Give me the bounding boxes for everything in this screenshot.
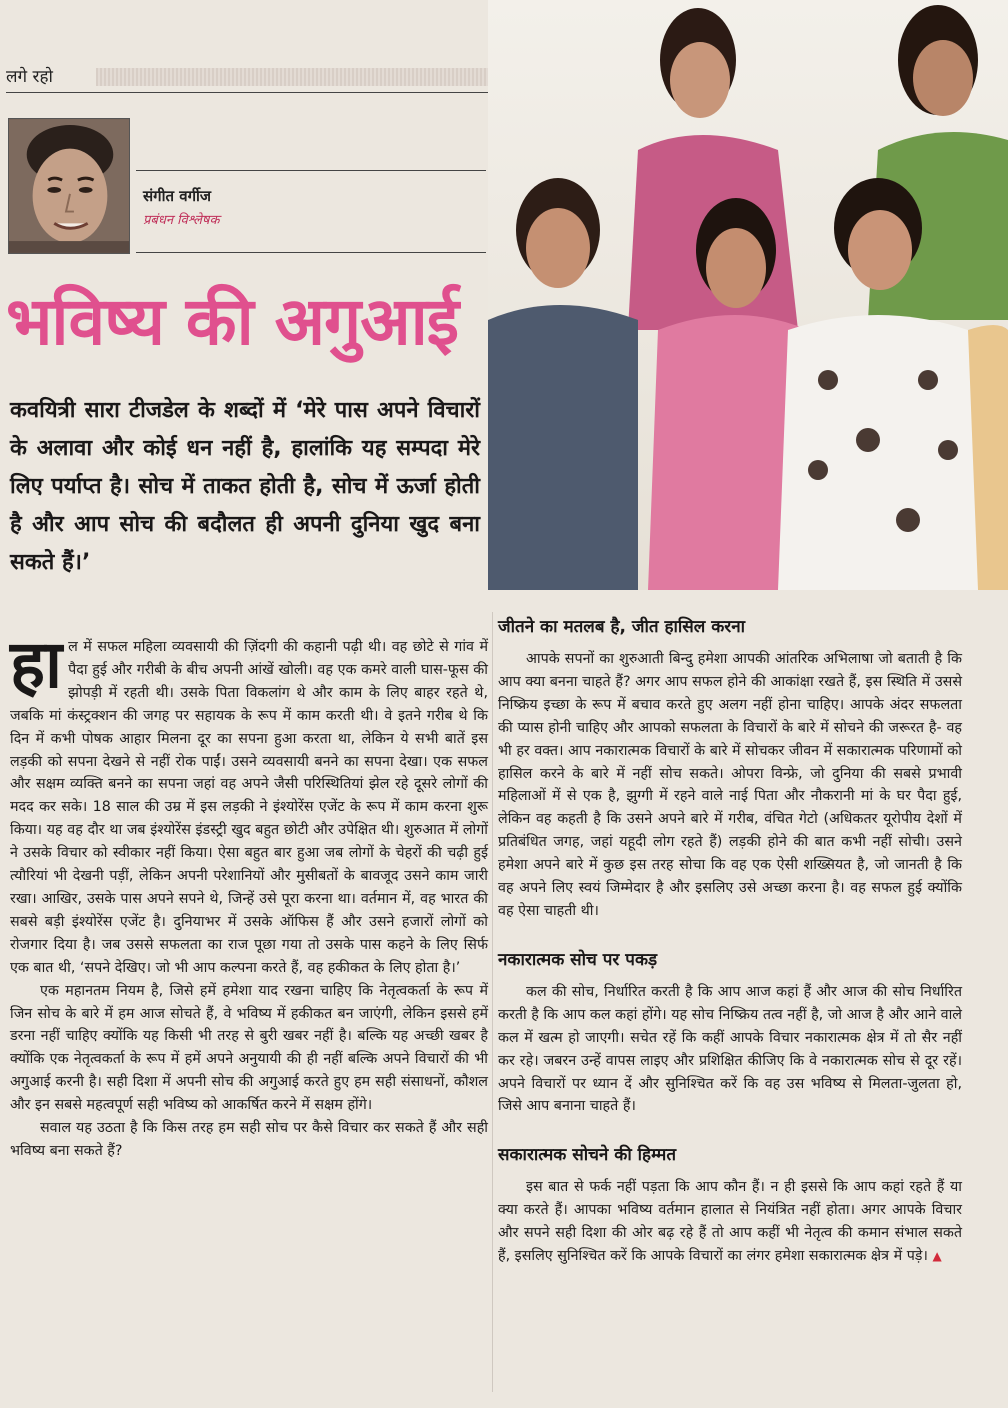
group-photo — [488, 0, 1008, 590]
left-column — [10, 626, 488, 1163]
author-rule-bottom — [136, 252, 486, 253]
group-of-women-image — [488, 0, 1008, 590]
paragraph-1 — [10, 626, 488, 980]
headline: भविष्य की अगुआई — [6, 283, 459, 360]
section-text — [498, 1176, 962, 1268]
section-heading: सकारात्मक सोचने की हिम्मत — [498, 1145, 677, 1166]
right-column — [498, 612, 962, 1290]
author-photo — [8, 118, 130, 254]
section-label: लगे रहो — [6, 67, 53, 87]
paragraph-1-text: ल में सफल महिला व्यवसायी की ज़िंदगी की कहानी पढ़ी थी। वह छोटे से गांव में पैदा हुई और गरीबी के बीच अपनी आंखें खोली। वह एक कमरे वाली घास-फूस की झोपड़ी में रहती थी। उसके पिता विकलांग थे और काम के लिए बाहर रहते थे, जबकि मां कंस्ट्रक्शन की जगह पर सहायक के रूप में काम करती थी। वे इतने गरीब थे कि दिन में कभी पोषक आहार मिलना दूर का सपना हुआ करता था, लेकिन ये सभी बातें इस लड़की को सपना देखने से नहीं रोक पाईं। उसने व्यवसायी बनने का सपना देखा। एक सफल और सक्षम व्यक्ति बनने का सपना जहां वह अपने जैसी परिस्थितियां झेल रहे दूसरे लोगों की मदद कर सके। 18 साल की उम्र में इस लड़की ने इंश्योरेंस एजेंट के रूप में काम करना शुरू किया। यह वह दौर था जब इंश्योरेंस इंडस्ट्री खुद बहुत छोटी और उपेक्षित थी। शुरुआत में लोगों ने उसके विचार को स्वीकार नहीं किया। ऐसा बहुत बार हुआ जब लोगों के चेहरों की चढ़ी हुई त्यौरियां भी देखनी पड़ीं, लेकिन अपनी परेशानियों और मुसीबतों के बावजूद उसने काम जारी रखा। आखिर, उसके पास अपने सपने थे, जिन्हें उसे पूरा करना था। वर्तमान में, वह भारत की सबसे बड़ी इंश्योरेंस एजेंट है। दुनियाभर में उसके ऑफिस हैं और उसने हजारों लोगों को रोजगार दिया है। जब उससे सफलता का राज पूछा गया तो उसके पास कहने के लिए सिर्फ एक बात थी, ‘सपने देखिए। जो भी आप कल्पना करते हैं, वह हकीकत के लिए होता है।’ — [10, 639, 488, 976]
dropcap: हा — [10, 626, 63, 703]
pull-quote: कवयित्री सारा टीजडेल के शब्दों में ‘मेरे पास अपने विचारों के अलावा और कोई धन नहीं है, हालांकि यह सम्पदा मेरे लिए पर्याप्त है। सोच में ताकत होती है, सोच में ऊर्जा होती है और आप सोच की बदौलत ही अपनी दुनिया खुद बना सकते हैं।’ — [10, 398, 480, 575]
header-bar — [96, 68, 494, 86]
section-heading: जीतने का मतलब है, जीत हासिल करना — [498, 617, 746, 637]
header-rule — [6, 92, 494, 93]
section-winning — [498, 612, 962, 923]
section-text: आपके सपनों का शुरुआती बिन्दु हमेशा आपकी आंतरिक अभिलाषा जो बताती है कि आप क्या बनना चाहते हैं? अगर आप सफल होने की आकांक्षा रखते हैं, इस स्थिति में उससे निष्क्रिय इच्छा के रूप में बचाव करते हुए अलग नहीं होना चाहिए। आपके अंदर सफलता की प्यास होनी चाहिए और आपको सफलता के विचारों के बारे में सोचने की जरूरत है- वह भी हर वक्त। आप नकारात्मक विचारों के बारे में सोचकर जीवन में सकारात्मक परिणामों को हासिल करने के बारे में नहीं सोच सकते। ओपरा विन्फ्रे, जो दुनिया की सबसे प्रभावी महिलाओं में से एक है, झुग्गी में रहने वाले नाई पिता और नौकरानी मां के घर पैदा हुई, लेकिन वह कहती है कि उसने अपने बारे में गरीब, वंचित गेटो (अधिकतर यूरोपीय देशों में प्रतिबंधित जगह, जहां यहूदी लोग रहते हैं) लड़की होने की बात कभी नहीं सोची। उसने हमेशा अपने बारे में कुछ इस तरह सोचा कि वह एक ऐसी शख्सियत है, जो जानती है कि वह अपने लिए स्वयं जिम्मेदार है और इसलिए उसे अच्छा करना है। वह सफल हुई क्योंकि वह ऐसा चाहती थी। — [498, 651, 962, 919]
author-name: संगीत वर्गीज — [143, 187, 212, 205]
end-mark-icon: ▲ — [932, 1249, 942, 1264]
section-text-body: इस बात से फर्क नहीं पड़ता कि आप कौन हैं। न ही इससे कि आप कहां रहते हैं या क्या करते हैं। आपका भविष्य वर्तमान हालात से नियंत्रित नहीं होता। अगर आपके विचार और सपने सही दिशा की ओर बढ़ रहे हैं तो आप कहीं भी नेतृत्व की कमान संभाल सकते हैं, इसलिए सुनिश्चित करें कि आपके विचारों का लंगर हमेशा सकारात्मक क्षेत्र में पड़े। — [498, 1179, 962, 1265]
section-heading: नकारात्मक सोच पर पकड़ — [498, 949, 658, 970]
author-role: प्रबंधन विश्लेषक — [143, 213, 220, 228]
column-divider — [492, 612, 493, 1392]
section-positive-courage — [498, 1140, 962, 1268]
paragraph-2: एक महानतम नियम है, जिसे हमें हमेशा याद रखना चाहिए कि नेतृत्वकर्ता के रूप में जिन सोच के बारे में हम आज सोचते हैं, वे भविष्य में हकीकत बन जाएंगी, लेकिन इससे हमें डरना नहीं चाहिए क्योंकि यह किसी भी तरह से बुरी खबर नहीं है। बल्कि यह अच्छी खबर है क्योंकि एक नेतृत्वकर्ता के रूप में हमें अपने अनुयायी की ही नहीं बल्कि अपने विचारों की भी अगुआई करनी है। सही दिशा में अपनी सोच की अगुआई करते हुए हम सही संसाधनों, कौशल और इन सबसे महत्वपूर्ण सही भविष्य को आकर्षित करने में सक्षम होंगे। — [10, 982, 488, 1114]
paragraph-3: सवाल यह उठता है कि किस तरह हम सही सोच पर कैसे विचार कर सकते हैं और सही भविष्य बना सकते हैं? — [10, 1120, 488, 1159]
author-rule-top — [136, 170, 486, 171]
section-text: कल की सोच, निर्धारित करती है कि आप आज कहां हैं और आज की सोच निर्धारित करती है कि आप कल कहां होंगे। यह सोच निष्क्रिय तत्व नहीं है, जो आज है और आने वाले कल में खत्म हो जाएगी। सचेत रहें कि कहीं आपके विचार नकारात्मक क्षेत्र में तो सैर नहीं कर रहे। जबरन उन्हें वापस लाइए और प्रशिक्षित कीजिए कि वे नकारात्मक सोच से दूर रहें। अपने विचारों पर ध्यान दें और सुनिश्चित करें कि वह उस भविष्य से मिलता-जुलता हो, जिसे आप बनाना चाहते हैं। — [498, 983, 962, 1115]
section-negative-thinking — [498, 945, 962, 1118]
author-portrait-image — [9, 119, 129, 253]
